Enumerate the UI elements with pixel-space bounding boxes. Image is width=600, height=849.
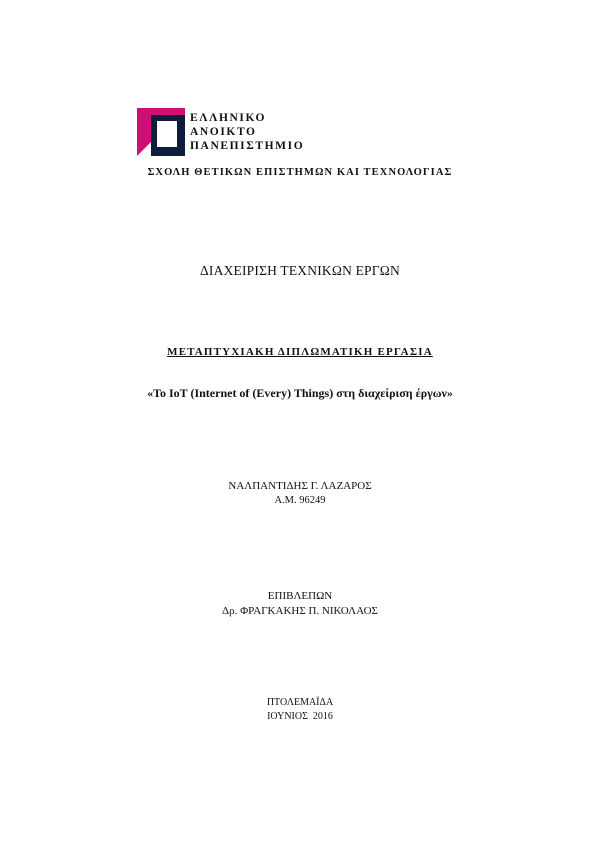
- date-text: ΙΟΥΝΙΟΣ 2016: [267, 711, 333, 722]
- university-name-line1: ΕΛΛΗΝΙΚΟ: [190, 112, 267, 124]
- logo-inner-window: [157, 121, 177, 147]
- supervisor-name: Δρ. ΦΡΑΓΚΑΚΗΣ Π. ΝΙΚΟΛΑΟΣ: [222, 605, 378, 617]
- university-name: [190, 111, 304, 153]
- university-name-line3: ΠΑΝΕΠΙΣΤΗΜΙΟ: [190, 140, 305, 152]
- thesis-type: ΜΕΤΑΠΤΥΧΙΑΚΗ ΔΙΠΛΩΜΑΤΙΚΗ ΕΡΓΑΣΙΑ: [167, 346, 433, 358]
- university-name-line2: ΑΝΟΙΚΤΟ: [190, 126, 257, 138]
- place: ΠΤΟΛΕΜΑΪΔΑ: [266, 697, 334, 708]
- author-registration-number: Α.Μ. 96249: [274, 495, 326, 506]
- university-logo-icon: [137, 108, 185, 156]
- date: [0, 711, 600, 722]
- school-name: ΣΧΟΛΗ ΘΕΤΙΚΩΝ ΕΠΙΣΤΗΜΩΝ ΚΑΙ ΤΕΧΝΟΛΟΓΙΑΣ: [147, 167, 453, 178]
- supervisor-label: ΕΠΙΒΛΕΠΩΝ: [267, 590, 333, 602]
- thesis-title: «Το IoT (Internet of (Every) Things) στη διαχείριση έργων»: [147, 386, 453, 400]
- author-name: ΝΑΛΠΑΝΤΙΔΗΣ Γ. ΛΑΖΑΡΟΣ: [228, 480, 372, 492]
- department-name: ΔΙΑΧΕΙΡΙΣΗ ΤΕΧΝΙΚΩΝ ΕΡΓΩΝ: [200, 263, 400, 278]
